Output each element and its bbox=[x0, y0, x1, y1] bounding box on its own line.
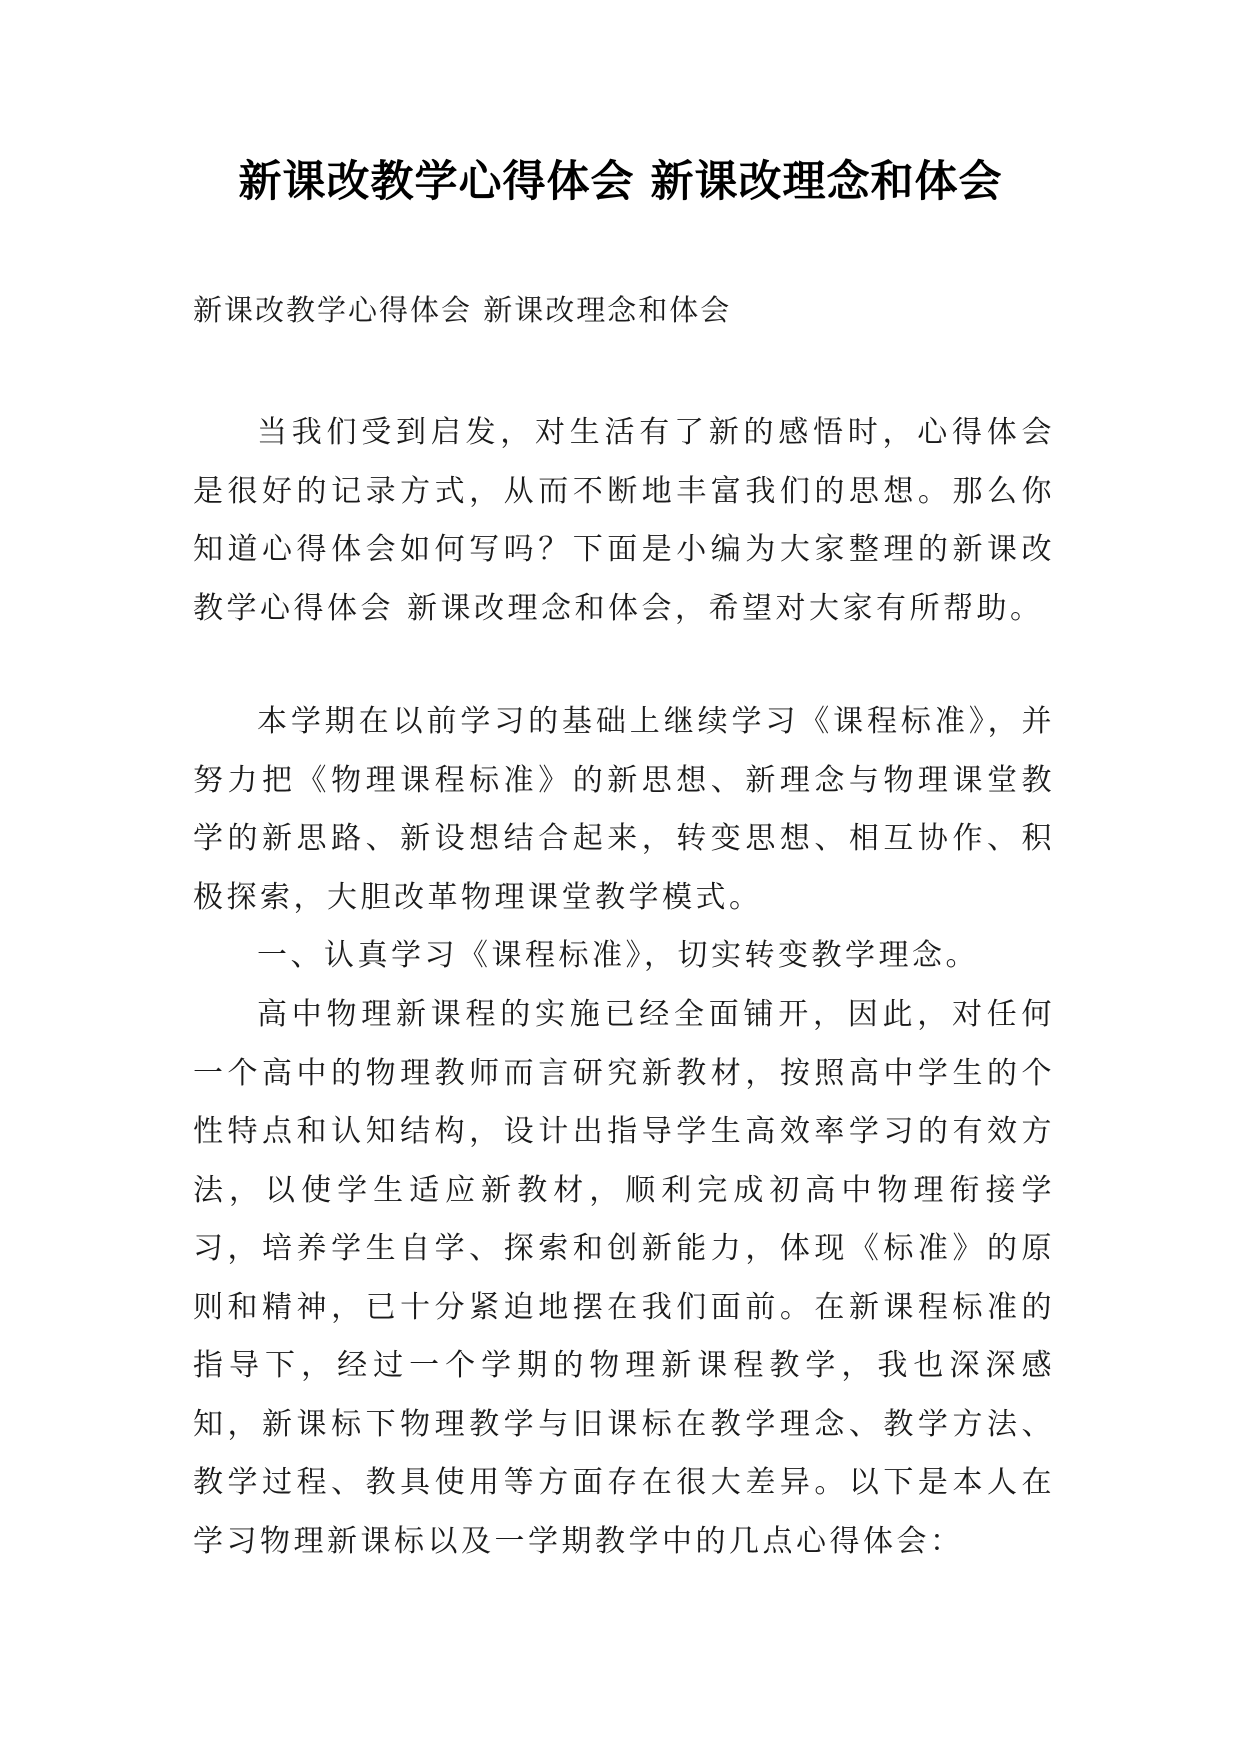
section-heading-one: 一、认真学习《课程标准》，切实转变教学理念。 bbox=[257, 938, 979, 973]
document-subtitle: 新课改教学心得体会 新课改理念和体会 bbox=[193, 293, 732, 327]
paragraph-semester-study: 本学期在以前学习的基础上继续学习《课程标准》，并努力把《物理课程标准》的新思想、新理念与物理课堂教学的新思路、新设想结合起来，转变思想、相互协作、积极探索，大胆改革物理课堂教学模式。 bbox=[193, 704, 1055, 915]
paragraph-new-curriculum: 高中物理新课程的实施已经全面铺开，因此，对任何一个高中的物理教师而言研究新教材，按照高中学生的个性特点和认知结构，设计出指导学生高效率学习的有效方法，以使学生适应新教材，顺利完成初高中物理衔接学习，培养学生自学、探索和创新能力，体现《标准》的原则和精神，已十分紧迫地摆在我们面前。在新课程标准的指导下，经过一个学期的物理新课程教学，我也深深感知，新课标下物理教学与旧课标在教学理念、教学方法、教学过程、教具使用等方面存在很大差异。以下是本人在学习物理新课标以及一学期教学中的几点心得体会： bbox=[193, 997, 1055, 1559]
document-title: 新课改教学心得体会 新课改理念和体会 bbox=[238, 157, 1003, 207]
paragraph-intro: 当我们受到启发，对生活有了新的感悟时，心得体会是很好的记录方式，从而不断地丰富我们的思想。那么你知道心得体会如何写吗？下面是小编为大家整理的新课改教学心得体会 新课改理念和体会，希望对大家有所帮助。 bbox=[193, 415, 1055, 626]
